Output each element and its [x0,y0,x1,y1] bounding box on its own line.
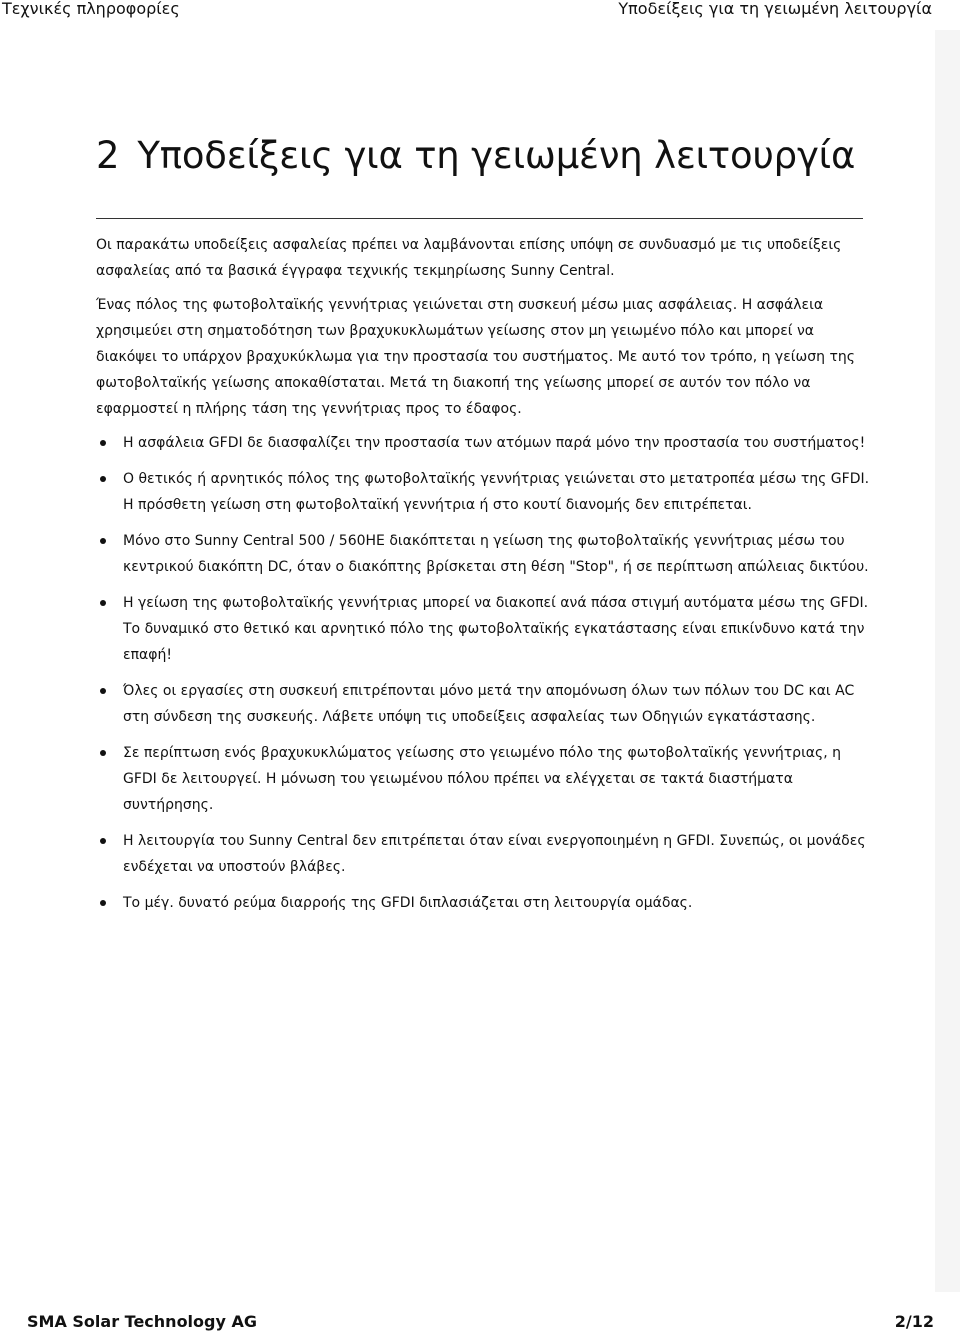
list-item-text: Το μέγ. δυνατό ρεύμα διαρροής της GFDI διπλασιάζεται στη λειτουργία ομάδας. [123,895,693,911]
paragraph-intro: Οι παρακάτω υποδείξεις ασφαλείας πρέπει να λαμβάνονται επίσης υπόψη σε συνδυασμό με τις υποδείξεις ασφαλείας από τα βασικά έγγραφα τεχνικής τεκμηρίωσης Sunny Central. [96,237,842,279]
list-item-text: Όλες οι εργασίες στη συσκευή επιτρέπονται μόνο μετά την απομόνωση όλων των πόλων του DC και AC στη σύνδεση της συσκευής. Λάβετε υπόψη τις υποδείξεις ασφαλείας των Οδηγιών εγκατάστασης. [123,683,855,725]
bullet-icon [100,900,106,906]
list-item [96,740,871,818]
bullet-icon [100,600,106,606]
page-footer [0,1292,960,1339]
section-title: Υποδείξεις για τη γειωμένη λειτουργία [137,134,856,177]
list-item [96,590,871,668]
list-item [96,528,871,580]
header-section: Υποδείξεις για τη γειωμένη λειτουργία [618,0,932,18]
list-item-text: Η γείωση της φωτοβολταϊκής γεννήτριας μπορεί να διακοπεί ανά πάσα στιγμή αυτόματα μέσω της GFDI. Το δυναμικό στο θετικό και αρνητικό πόλο της φωτοβολταϊκής εγκατάστασης είναι επικίνδυνο κατά την επαφή! [123,595,869,663]
bullet-icon [100,440,106,446]
bullet-icon [100,538,106,544]
footer-page-number: 2/12 [894,1312,934,1331]
page-header [0,0,960,30]
heading-rule [96,218,863,219]
list-item-text: Ο θετικός ή αρνητικός πόλος της φωτοβολταϊκής γεννήτριας γειώνεται στο μετατροπέα μέσω της GFDI. Η πρόσθετη γείωση στη φωτοβολταϊκή γεννήτρια ή στο κουτί διανομής δεν επιτρέπεται. [123,471,870,513]
list-item-text: Η λειτουργία του Sunny Central δεν επιτρέπεται όταν είναι ενεργοποιημένη η GFDI. Συνεπώς, οι μονάδες ενδέχεται να υποστούν βλάβες. [123,833,866,875]
list-item-text: Η ασφάλεια GFDI δε διασφαλίζει την προστασία των ατόμων παρά μόνο την προστασία του συστήματος! [123,435,866,451]
list-item [96,678,871,730]
list-item [96,828,871,880]
list-item [96,890,871,916]
header-chapter: Τεχνικές πληροφορίες [2,0,180,18]
list-item-text: Μόνο στο Sunny Central 500 / 560HE διακόπτεται η γείωση της φωτοβολταϊκής γεννήτριας μέσω του κεντρικού διακόπτη DC, όταν ο διακόπτης βρίσκεται στη θέση "Stop", ή σε περίπτωση απώλειας δικτύου. [123,533,869,575]
paragraph-grounding: Ένας πόλος της φωτοβολταϊκής γεννήτριας γειώνεται στη συσκευή μέσω μιας ασφάλειας. Η ασφάλεια χρησιμεύει στη σηματοδότηση των βραχυκυκλωμάτων γείωσης στον μη γειωμένο πόλο και μπορεί να διακόψει το υπάρχον βραχυκύκλωμα για την προστασία του συστήματος. Με αυτό τον τρόπο, η γείωση της φωτοβολταϊκής γείωσης αποκαθίσταται. Μετά τη διακοπή της γείωσης μπορεί σε αυτόν τον πόλο να εφαρμοστεί η πλήρης τάση της γεννήτριας προς το έδαφος. [96,297,855,417]
safety-notes-list [96,430,871,916]
bullet-icon [100,838,106,844]
bullet-icon [100,476,106,482]
list-item [96,430,871,456]
list-item-text: Σε περίπτωση ενός βραχυκυκλώματος γείωσης στο γειωμένο πόλο της φωτοβολταϊκής γεννήτριας, η GFDI δε λειτουργεί. Η μόνωση του γειωμένου πόλου πρέπει να ελέγχεται σε τακτά διαστήματα συντήρησης. [123,745,842,813]
bullet-icon [100,688,106,694]
section-number: 2 [96,134,120,177]
document-body [96,232,871,926]
bullet-icon [100,750,106,756]
section-heading [96,134,855,178]
list-item [96,466,871,518]
footer-company: SMA Solar Technology AG [27,1312,257,1331]
